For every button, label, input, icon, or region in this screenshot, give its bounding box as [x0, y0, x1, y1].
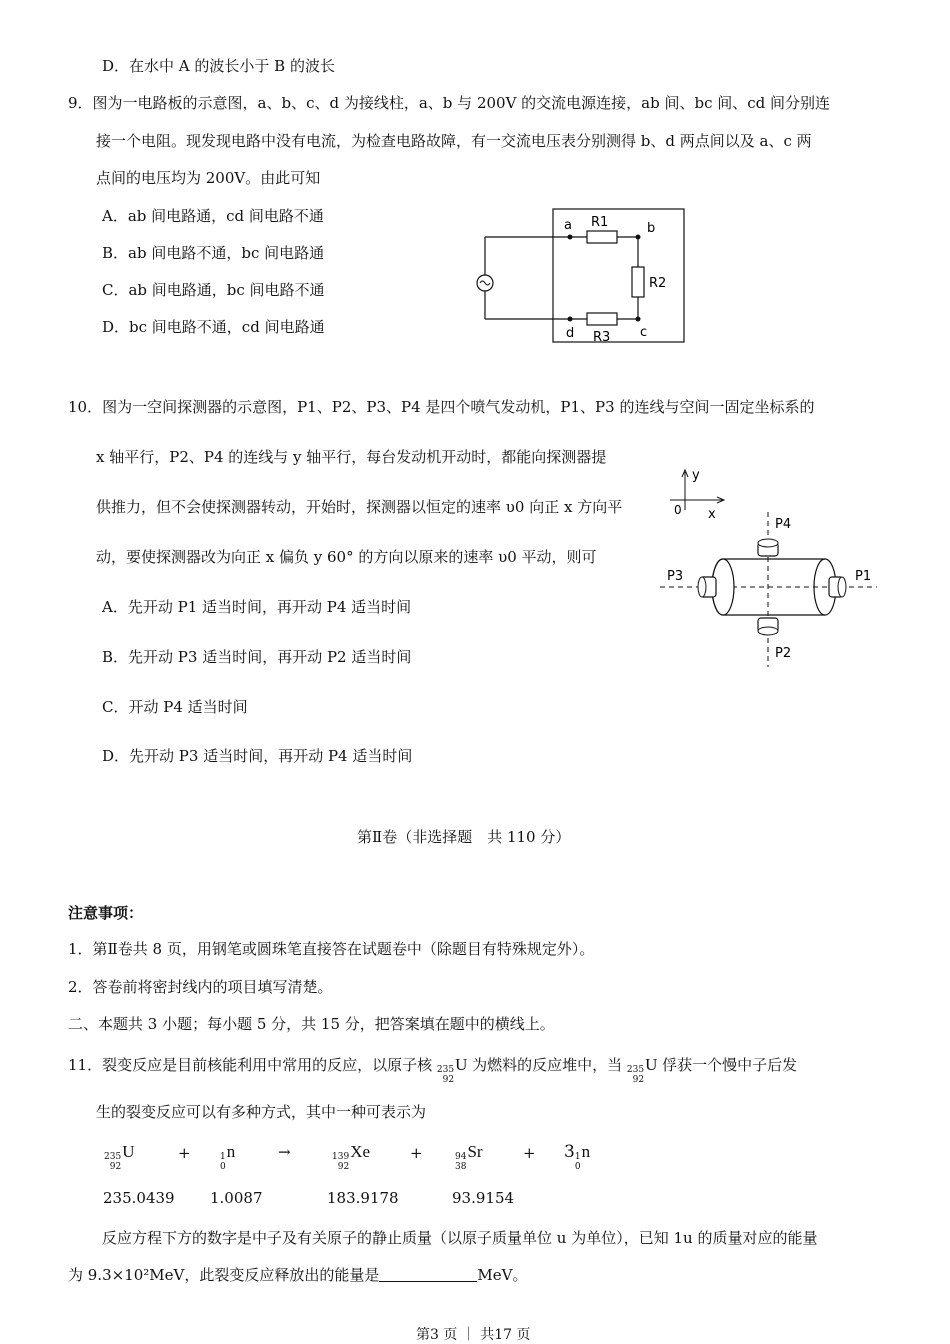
q10-option-a: A．先开动 P1 适当时间，再开动 P4 适当时间	[102, 598, 412, 616]
q11-text-1b: 为燃料的反应堆中，当	[472, 1056, 623, 1074]
eq-n2-charge: 0	[574, 1162, 581, 1172]
part2-heading: 二、本题共 3 小题；每小题 5 分，共 15 分，把答案填在题中的横线上。	[68, 1015, 555, 1033]
engine-p3-mouth	[698, 577, 706, 597]
q10-option-d: D．先开动 P3 适当时间，再开动 P4 适当时间	[102, 747, 413, 765]
q10-stem-line1: 10．图为一空间探测器的示意图，P1、P2、P3、P4 是四个喷气发动机，P1、P3 的连线与空间一固定坐标系的	[68, 398, 815, 416]
notice-title: 注意事项：	[68, 904, 144, 922]
label-r2: R2	[649, 276, 667, 291]
probe-body	[723, 559, 825, 615]
label-c: c	[640, 325, 648, 340]
q11-stem-line4	[68, 1264, 527, 1285]
engine-p4-mouth	[758, 539, 778, 547]
eq-neutron-coef: 3	[564, 1142, 575, 1162]
q10-probe-diagram	[655, 462, 885, 672]
q9-option-d: D．bc 间电路不通，cd 间电路通	[102, 318, 325, 336]
terminal-d	[568, 317, 573, 322]
q8-option-d: D．在水中 A 的波长小于 B 的波长	[102, 57, 335, 75]
eq-xe139	[332, 1142, 370, 1172]
u-symbol-2: U	[645, 1055, 658, 1074]
q11-text-1a: 11．裂变反应是目前核能利用中常用的反应，以原子核	[68, 1056, 433, 1074]
eq-n2-symbol: n	[581, 1142, 591, 1161]
q9-circuit-diagram	[470, 205, 695, 350]
terminal-a	[568, 235, 573, 240]
q9-stem-line1: 9．图为一电路板的示意图，a、b、c、d 为接线柱，a、b 与 200V 的交流电源连接，ab 间、bc 间、cd 间分别连	[68, 94, 831, 112]
nuclide-u235-inline-2	[627, 1055, 657, 1085]
answer-blank[interactable]	[379, 1267, 477, 1282]
mass-neutron: 1.0087	[210, 1189, 263, 1207]
eq-u-mass: 235	[104, 1152, 122, 1162]
q10-stem-line2: x 轴平行，P2、P4 的连线与 y 轴平行，每台发动机开动时，都能向探测器提	[96, 448, 607, 466]
mass-sr94: 93.9154	[452, 1189, 515, 1207]
eq-n2-mass: 1	[574, 1152, 581, 1162]
eq-sr-mass: 94	[455, 1152, 467, 1162]
q9-stem-line2: 接一个电阻。现发现电路中没有电流，为检查电路故障，有一交流电压表分别测得 b、d 两点间以及 a、c 两	[96, 132, 812, 150]
q9-option-b: B．ab 间电路不通，bc 间电路通	[102, 244, 325, 262]
label-p1: P1	[855, 569, 872, 584]
notice-item-2: 2．答卷前将密封线内的项目填写清楚。	[68, 978, 333, 996]
resistor-r3	[587, 313, 617, 325]
resistor-r1	[587, 231, 617, 243]
q10-stem-line3: 供推力，但不会使探测器转动，开始时，探测器以恒定的速率 υ0 向正 x 方向平	[96, 498, 623, 516]
q10-option-b: B．先开动 P3 适当时间，再开动 P2 适当时间	[102, 648, 412, 666]
resistor-r2	[632, 267, 644, 297]
u-mass-1: 235	[436, 1065, 455, 1075]
label-a: a	[564, 218, 572, 233]
eq-sr94	[455, 1142, 483, 1172]
q10-option-c: C．开动 P4 适当时间	[102, 698, 248, 716]
label-b: b	[647, 221, 656, 236]
label-d: d	[566, 326, 575, 341]
engine-p2-mouth	[758, 627, 778, 635]
q11-stem-line2: 生的裂变反应可以有多种方式，其中一种可表示为	[96, 1103, 427, 1121]
eq-plus-2: +	[410, 1144, 423, 1162]
eq-n-symbol: n	[226, 1142, 236, 1161]
q9-option-a: A．ab 间电路通，cd 间电路不通	[102, 207, 324, 225]
terminal-c	[636, 317, 641, 322]
eq-xe-charge: 92	[337, 1162, 350, 1172]
eq-neutron	[220, 1142, 235, 1172]
axis-label-y: y	[692, 468, 700, 483]
eq-u235	[104, 1142, 134, 1172]
eq-xe-mass: 139	[332, 1152, 350, 1162]
eq-3-neutrons	[564, 1142, 590, 1172]
u-charge-2: 92	[632, 1075, 645, 1085]
q11-text-4a: 为 9.3×10²MeV，此裂变反应释放出的能量是	[68, 1266, 380, 1284]
eq-n-mass: 1	[220, 1152, 226, 1162]
notice-item-1: 1．第Ⅱ卷共 8 页，用钢笔或圆珠笔直接答在试题卷中（除题目有特殊规定外）。	[68, 940, 595, 958]
eq-xe-symbol: Xe	[350, 1142, 371, 1161]
page-footer: 第3 页 ｜ 共17 页	[416, 1327, 531, 1343]
axis-label-origin: 0	[674, 503, 682, 517]
section2-title: 第Ⅱ卷（非选择题 共 110 分）	[357, 828, 571, 846]
label-p4: P4	[775, 517, 792, 532]
label-r3: R3	[593, 330, 611, 345]
q9-option-c: C．ab 间电路通，bc 间电路不通	[102, 281, 325, 299]
eq-plus-3: +	[523, 1144, 536, 1162]
label-p2: P2	[775, 646, 792, 661]
mass-xe139: 183.9178	[327, 1189, 399, 1207]
q11-text-4b: MeV。	[477, 1266, 528, 1284]
terminal-b	[636, 235, 641, 240]
u-charge-1: 92	[442, 1075, 455, 1085]
eq-u-symbol: U	[122, 1142, 135, 1161]
engine-p1-mouth	[838, 577, 846, 597]
u-symbol-1: U	[455, 1055, 468, 1074]
label-r1: R1	[591, 215, 609, 230]
q10-stem-line4: 动，要使探测器改为向正 x 偏负 y 60° 的方向以原来的速率 υ0 平动，则可	[96, 548, 597, 566]
eq-plus-1: +	[178, 1144, 191, 1162]
eq-sr-symbol: Sr	[467, 1142, 483, 1161]
label-p3: P3	[667, 569, 684, 584]
nuclide-u235-inline-1	[437, 1055, 467, 1085]
eq-n-charge: 0	[220, 1162, 226, 1172]
u-mass-2: 235	[626, 1065, 645, 1075]
q11-stem-line3: 反应方程下方的数字是中子及有关原子的静止质量（以原子质量单位 u 为单位），已知 1u 的质量对应的能量	[102, 1229, 818, 1247]
mass-u235: 235.0439	[103, 1189, 175, 1207]
eq-arrow: →	[278, 1143, 291, 1161]
q11-text-1c: 俘获一个慢中子后发	[662, 1056, 798, 1074]
q9-stem-line3: 点间的电压均为 200V。由此可知	[96, 169, 321, 187]
eq-sr-charge: 38	[455, 1162, 467, 1172]
axis-label-x: x	[708, 507, 716, 522]
q11-stem-line1	[68, 1054, 797, 1085]
eq-u-charge: 92	[109, 1162, 122, 1172]
